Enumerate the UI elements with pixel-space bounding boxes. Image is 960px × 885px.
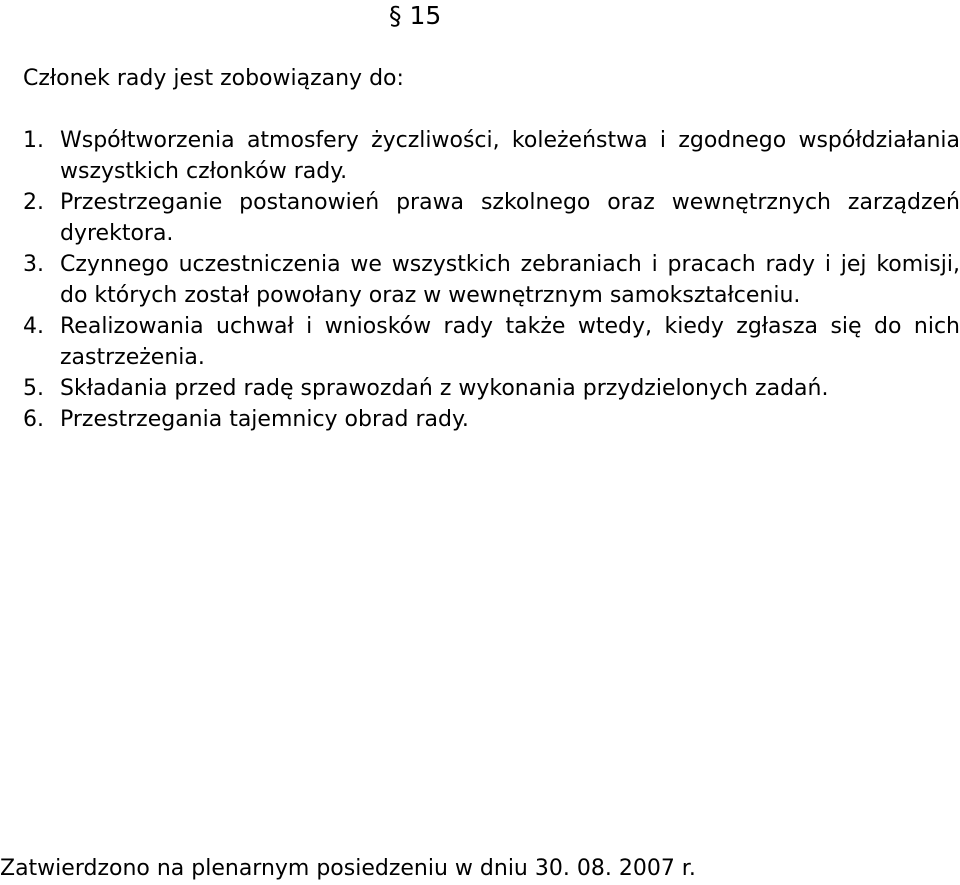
item-text: Realizowania uchwał i wniosków rady także wtedy, kiedy zgłasza się do nich zastrzeżenia. <box>60 314 960 370</box>
list-item <box>23 373 960 404</box>
intro-text: Członek rady jest zobowiązany do: <box>23 66 404 91</box>
list-item <box>23 187 960 249</box>
item-number: 4. <box>23 314 44 339</box>
approval-statement: Zatwierdzono na plenarnym posiedzeniu w dniu 30. 08. 2007 r. <box>0 856 696 881</box>
item-text: Przestrzegania tajemnicy obrad rady. <box>60 407 469 432</box>
list-item <box>23 404 960 435</box>
list-item <box>23 249 960 311</box>
item-text: Przestrzeganie postanowień prawa szkolnego oraz wewnętrznych zarządzeń dyrektora. <box>60 190 960 246</box>
item-text: Czynnego uczestniczenia we wszystkich zebraniach i pracach rady i jej komisji, do których został powołany oraz w wewnętrznym samokształceniu. <box>60 252 960 308</box>
item-number: 6. <box>23 407 44 432</box>
item-number: 2. <box>23 190 44 215</box>
item-number: 3. <box>23 252 44 277</box>
item-number: 1. <box>23 128 44 153</box>
duty-list <box>23 125 960 435</box>
item-text: Składania przed radę sprawozdań z wykonania przydzielonych zadań. <box>60 376 829 401</box>
list-item <box>23 311 960 373</box>
section-mark: § 15 <box>389 1 442 30</box>
item-text: Współtworzenia atmosfery życzliwości, koleżeństwa i zgodnego współdziałania wszystkich członków rady. <box>60 128 960 184</box>
item-number: 5. <box>23 376 44 401</box>
list-item <box>23 125 960 187</box>
